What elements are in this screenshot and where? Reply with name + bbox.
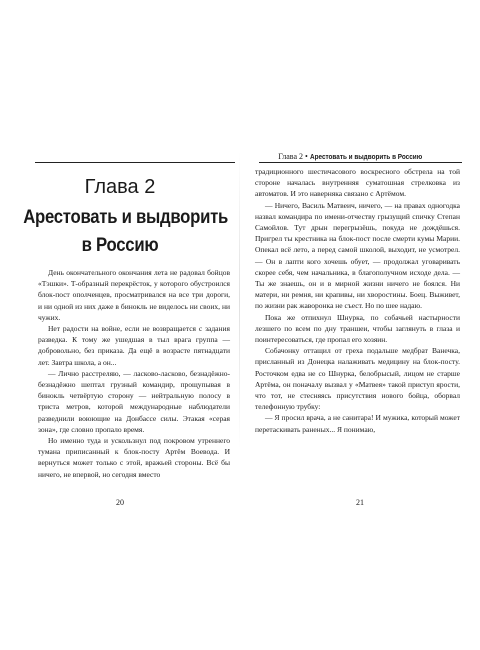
right-body-text: [255, 166, 460, 435]
left-body-text: [38, 267, 230, 480]
paragraph: — Я просил врача, а не санитара! И мужика, который может перетаскивать раненых... Я понимаю,: [255, 413, 460, 434]
running-head: [240, 152, 480, 161]
running-head-separator: •: [305, 152, 308, 161]
running-head-title: Арестовать и выдворить в Россию: [309, 152, 422, 161]
paragraph: Собачонку оттащил от греха подальше медбрат Ванечка, присланный из Донецка налаживать медицину на блок-посту. Росточком едва не со Шнурка, белобрысый, лицом не старше Артёма, он поначалу вызвал у «Матвея» такой приступ ярости, что тот, не стесняясь присутствия нового бойца, оборвал телефонную трубку:: [255, 346, 460, 412]
page-number: 20: [116, 498, 124, 507]
paragraph: традиционного шестичасового воскресного обстрела на той стороне началась внутренняя суматошная стрелковка из автоматов. И это наверняка связано с Артёмом.: [255, 167, 460, 199]
chapter-label: Глава 2: [84, 176, 156, 198]
header-rule: [259, 162, 462, 163]
right-page: [240, 0, 480, 650]
paragraph: День окончательного окончания лета не радовал бойцов «Тэшки». Т-образный перекрёсток, у которого обустроился блок-пост ополченцев, просматривался на все три дороги, и ни одной из них даже в бинокль не виделось ни своих, ни чужих.: [38, 268, 230, 322]
paragraph: — Лично расстреляю, — ласково-ласково, безнадёжно-безнадёжно шептал грузный командир, прощупывая в бинокль четвёртую сторону — нейтральную полосу в триста метров, которой международные наблюдатели разведнили воюющие на Донбассе силы. Этакая «серая зона», где словно пропало время.: [38, 368, 230, 434]
running-head-chapter: Глава 2: [278, 152, 304, 161]
chapter-title-line-1: Арестовать и выдворить: [23, 207, 229, 228]
paragraph: — Ничего, Василь Матвеич, ничего, — на правах одногодка назвал командира по имени-отчеству грызущий спичку Степан Самойлов. Тут дрын перегрызёшь, покуда не дождёшься. Пригрел ты крестника на блок-пост после смерти кумы Марии. Опекал всё лето, а перед самой школой, выходит, не усмотрел. — Он в лапти кого хочешь обует, — продолжал уговаривать скорее себя, чем начальника, в благополучном исходе дела. — Ты же знаешь, он и в мирной жизни ничего не боялся. Ни матери, ни ремня, ни крапивы, ни хворостины. Боец. Выживет, по жизни рак жаворонка не съест. Но по шее надаю.: [255, 200, 460, 311]
header-rule: [35, 162, 235, 163]
page-number: 21: [356, 498, 364, 507]
paragraph: Пока же отпихнул Шнурка, по собачьей настырности лезшего по всем по дну траншеи, чтобы заглянуть в глаза и поинтересоваться, где пропал его хозяин.: [255, 312, 460, 345]
chapter-title: [23, 204, 229, 260]
paragraph: Но именно туда и ускользнул под покровом утреннего тумана приписанный к блок-посту Артём Воевода. И вернуться может только с этой, вражьей стороны. Всё бы ничего, не впервой, но сегодня вместо: [38, 436, 230, 479]
chapter-title-line-2: в Россию: [81, 235, 159, 256]
paragraph: Нет радости на войне, если не возвращается с задания разведка. К тому же ушедшая в тыл врага группа — добровольно, без приказа. Да ещё в возрасте пятнадцати лет. Завтра школа, а он...: [38, 324, 230, 367]
